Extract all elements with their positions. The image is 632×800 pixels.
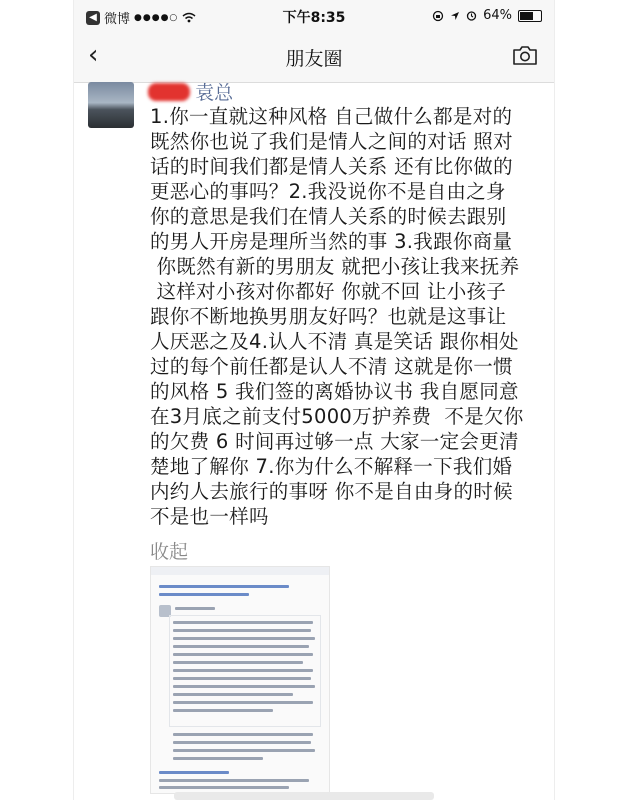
signal-icon: ●●●●○ [134, 12, 179, 23]
thumbnail-line [175, 607, 215, 610]
thumbnail-header [151, 567, 329, 575]
thumbnail-line [173, 733, 313, 736]
next-post-hint [174, 792, 434, 800]
thumbnail-line [159, 786, 289, 789]
thumbnail-line [173, 637, 315, 640]
collapse-link[interactable]: 收起 [150, 541, 189, 563]
post-text-line: 既然你也说了我们是情人之间的对话 照对 [150, 130, 513, 153]
thumbnail-line [173, 629, 311, 632]
alarm-icon [466, 10, 477, 21]
thumbnail-line [173, 645, 309, 648]
page-title: 朋友圈 [285, 48, 343, 70]
thumbnail-line [173, 661, 303, 664]
post-text-line: 的风格 5 我们签的离婚协议书 我自愿同意 [150, 380, 519, 403]
thumbnail-line [159, 593, 249, 596]
post-text-line: 的欠费 6 时间再过够一点 大家一定会更清 [150, 430, 519, 453]
post-text-line: 楚地了解你 7.你为什么不解释一下我们婚 [150, 455, 513, 478]
nav-bar [74, 30, 554, 83]
redaction-mark [148, 83, 190, 101]
status-right [432, 8, 542, 23]
post-text-line: 不是也一样吗 [150, 505, 269, 528]
thumbnail-line [173, 741, 311, 744]
status-bar [74, 0, 554, 30]
thumbnail-line [173, 653, 313, 656]
thumbnail-line [173, 677, 311, 680]
phone-screen [74, 0, 554, 800]
post-text-line: 人厌恶之及4.认人不清 真是笑话 跟你相处 [150, 330, 519, 353]
thumbnail-line [159, 779, 309, 782]
location-icon [450, 11, 460, 21]
post-text-line: 这样对小孩对你都好 你就不回 让小孩子 [150, 280, 507, 303]
camera-icon[interactable] [512, 44, 538, 66]
thumbnail-line [173, 701, 313, 704]
thumbnail-line [159, 585, 289, 588]
status-app-name[interactable]: 微博 [104, 12, 131, 27]
thumbnail-line [159, 771, 229, 774]
battery-percent: 64% [483, 8, 512, 23]
post-text-line: 在3月底之前支付5000万护养费 不是欠你 [150, 405, 524, 428]
post-text-line: 的男人开房是理所当然的事 3.我跟你商量 [150, 230, 513, 253]
thumbnail-line [173, 669, 313, 672]
post-text-line: 1.你一直就这种风格 自己做什么都是对的 [150, 105, 513, 128]
battery-icon [518, 10, 542, 22]
post-text-line: 过的每个前任都是认人不清 这就是你一惯 [150, 355, 513, 378]
username[interactable]: 袁总 [195, 82, 234, 104]
post-text-line: 你的意思是我们在情人关系的时候去跟别 [150, 205, 507, 228]
post-text-line: 更恶心的事吗？2.我没说你不是自由之身 [150, 180, 506, 203]
status-time: 下午8:35 [282, 10, 346, 26]
thumbnail-line [173, 621, 313, 624]
thumbnail-line [173, 709, 273, 712]
post-author[interactable] [148, 78, 233, 104]
post-text [150, 104, 548, 529]
post-text-line: 你既然有新的男朋友 就把小孩让我来抚养 [150, 255, 520, 278]
avatar[interactable] [88, 82, 134, 128]
back-button[interactable]: ‹ [88, 40, 99, 70]
post-text-line: 话的时间我们都是情人关系 还有比你做的 [150, 155, 513, 178]
rotation-lock-icon [432, 10, 444, 22]
back-to-app-icon[interactable]: ◀ [86, 11, 100, 25]
thumbnail-line [173, 685, 315, 688]
thumbnail-line [173, 757, 263, 760]
thumbnail-line [173, 693, 293, 696]
post-text-line: 内约人去旅行的事呀 你不是自由身的时候 [150, 480, 513, 503]
post-image-thumbnail[interactable] [150, 566, 330, 794]
battery-fill [520, 12, 533, 20]
post-text-line: 跟你不断地换男朋友好吗？也就是这事让 [150, 305, 507, 328]
thumbnail-line [173, 749, 315, 752]
